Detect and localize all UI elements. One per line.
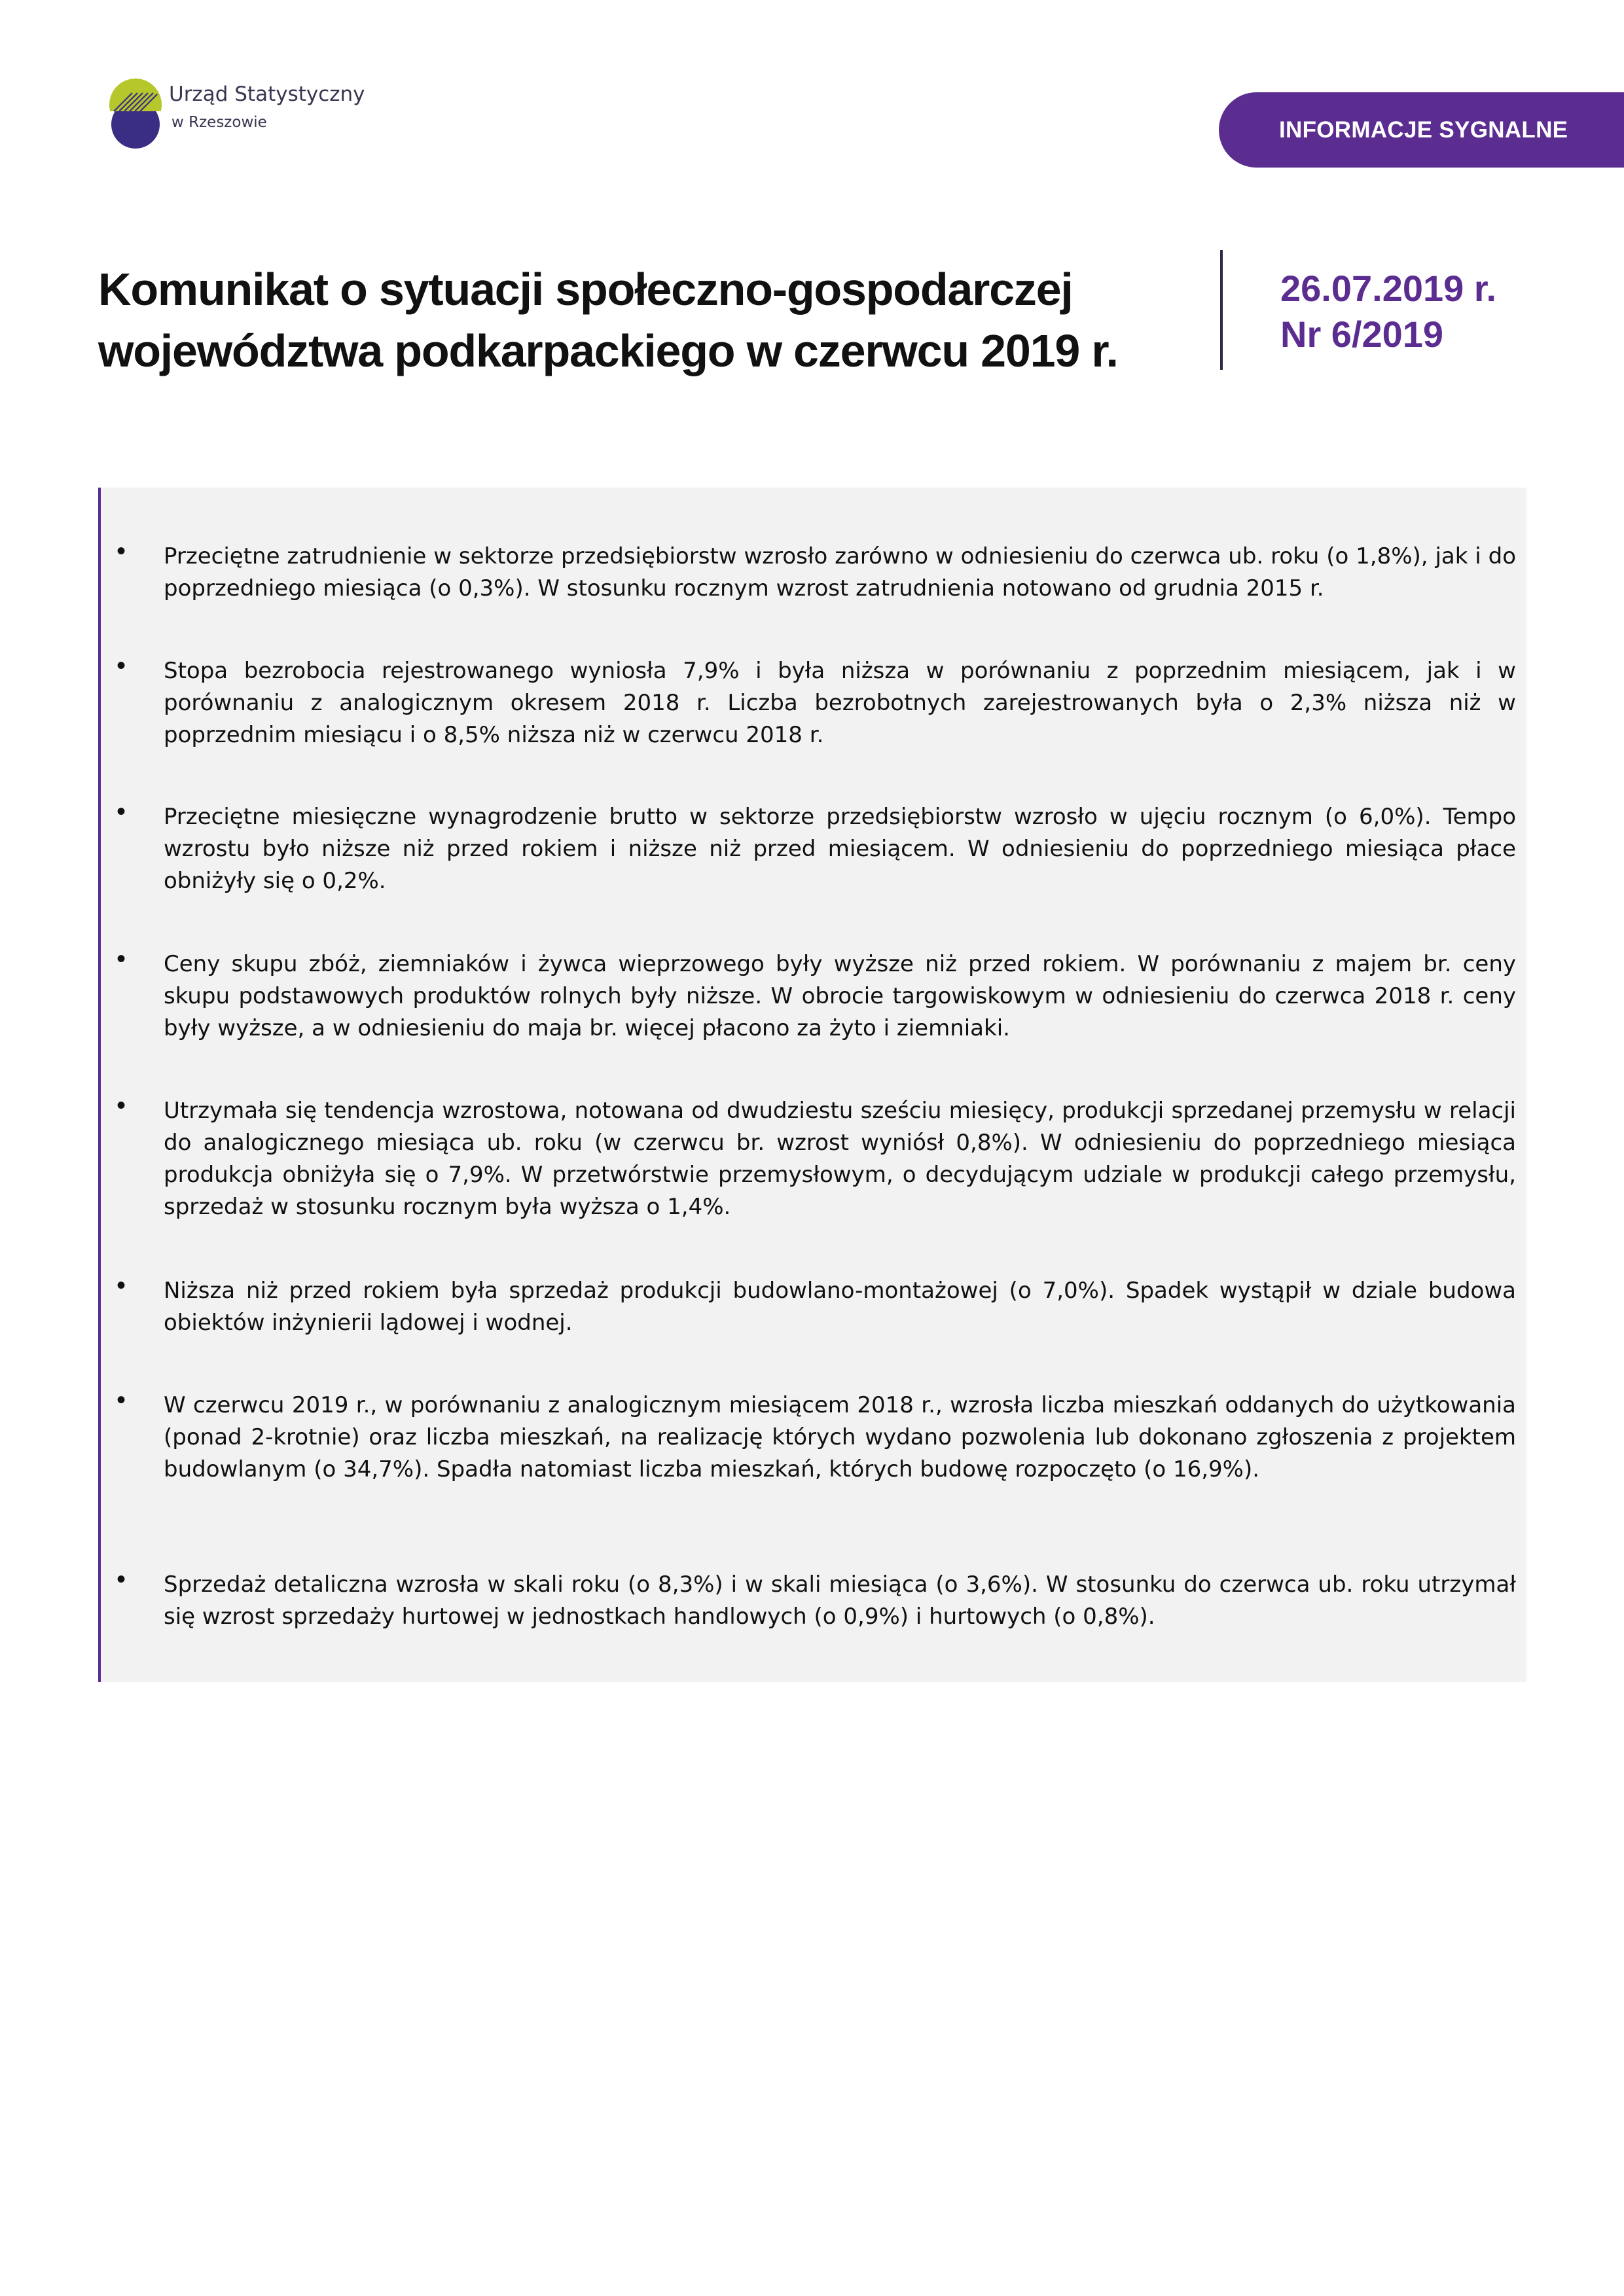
bullet-text: Sprzedaż detaliczna wzrosła w skali roku (o 8,3%) i w skali miesiąca (o 3,6%). W stosunku do czerwca ub. roku utrzymał się wzrost sprzedaży hurtowej w jednostkach handlowych (o 0,9%) i hurtowych (o 0,8%). <box>164 1571 1516 1630</box>
list-item <box>115 1564 1516 1633</box>
list-item <box>115 535 1516 605</box>
bullet-icon: • <box>117 797 126 826</box>
list-item <box>115 943 1516 1045</box>
bullet-icon: • <box>117 1091 126 1120</box>
bullet-icon: • <box>117 1386 126 1414</box>
list-item <box>115 1384 1516 1486</box>
list-item <box>115 1090 1516 1223</box>
bullet-icon: • <box>117 537 126 565</box>
page-title <box>98 259 1172 382</box>
publication-number: Nr 6/2019 <box>1280 314 1444 355</box>
bullet-text: Ceny skupu zbóż, ziemniaków i żywca wieprzowego były wyższe niż przed rokiem. W porównaniu z majem br. ceny skupu podstawowych produktów rolnych były niższe. W obrocie targowiskowym w odniesieniu do czerwca 2018 r. ceny były wyższe, a w odniesieniu do maja br. więcej płacono za żyto i ziemniaki. <box>164 951 1516 1041</box>
title-line-1: Komunikat o sytuacji społeczno-gospodarczej <box>98 264 1073 315</box>
bullet-text: Przeciętne miesięczne wynagrodzenie brutto w sektorze przedsiębiorstw wzrosło w ujęciu rocznym (o 6,0%). Tempo wzrostu było niższe niż przed rokiem i niższe niż przed miesiącem. W odniesieniu do poprzedniego miesiąca płace obniżyły się o 0,2%. <box>164 804 1516 894</box>
title-line-2: województwa podkarpackiego w czerwcu 2019 r. <box>98 325 1118 376</box>
list-item <box>115 650 1516 751</box>
bullet-icon: • <box>117 944 126 973</box>
list-item <box>115 1270 1516 1339</box>
section-badge: INFORMACJE SYGNALNE <box>1219 92 1624 168</box>
bullet-text: Stopa bezrobocia rejestrowanego wyniosła 7,9% i była niższa w porównaniu z poprzednim miesiącem, jak i w porównaniu z analogicznym okresem 2018 r. Liczba bezrobotnych zarejestrowanych była o 2,3% niższa niż w poprzednim miesiącu i o 8,5% niższa niż w czerwcu 2018 r. <box>164 658 1516 748</box>
logo-title: Urząd Statystyczny <box>169 82 365 106</box>
logo-emblem-icon <box>106 67 165 152</box>
logo-subtitle: w Rzeszowie <box>171 114 267 131</box>
list-item <box>115 796 1516 897</box>
bullet-text: Utrzymała się tendencja wzrostowa, notowana od dwudziestu sześciu miesięcy, produkcji sprzedanej przemysłu w relacji do analogicznego miesiąca ub. roku (w czerwcu br. wzrost wyniósł 0,8%). W odniesieniu do poprzedniego miesiąca produkcja obniżyła się o 7,9%. W przetwórstwie przemysłowym, o decydującym udziale w produkcji całego przemysłu, sprzedaż w stosunku rocznym była wyższa o 1,4%. <box>164 1098 1516 1220</box>
logo <box>106 67 381 152</box>
bullet-text: W czerwcu 2019 r., w porównaniu z analogicznym miesiącem 2018 r., wzrosła liczba mieszkań oddanych do użytkowania (ponad 2-krotnie) oraz liczba mieszkań, na realizację których wydano pozwolenia lub dokonano zgłoszenia z projektem budowlanym (o 34,7%). Spadła natomiast liczba mieszkań, których budowę rozpoczęto (o 16,9%). <box>164 1392 1516 1482</box>
bullet-icon: • <box>117 1565 126 1594</box>
bullet-icon: • <box>117 1271 126 1300</box>
bullet-text: Niższa niż przed rokiem była sprzedaż produkcji budowlano-montażowej (o 7,0%). Spadek wystąpił w dziale budowa obiektów inżynierii lądowej i wodnej. <box>164 1278 1516 1336</box>
header-divider <box>1220 250 1223 370</box>
bullet-text: Przeciętne zatrudnienie w sektorze przedsiębiorstw wzrosło zarówno w odniesieniu do czerwca ub. roku (o 1,8%), jak i do poprzedniego miesiąca (o 0,3%). W stosunku rocznym wzrost zatrudnienia notowano od grudnia 2015 r. <box>164 543 1516 601</box>
publication-date: 26.07.2019 r. <box>1280 268 1497 309</box>
bullet-icon: • <box>117 651 126 680</box>
